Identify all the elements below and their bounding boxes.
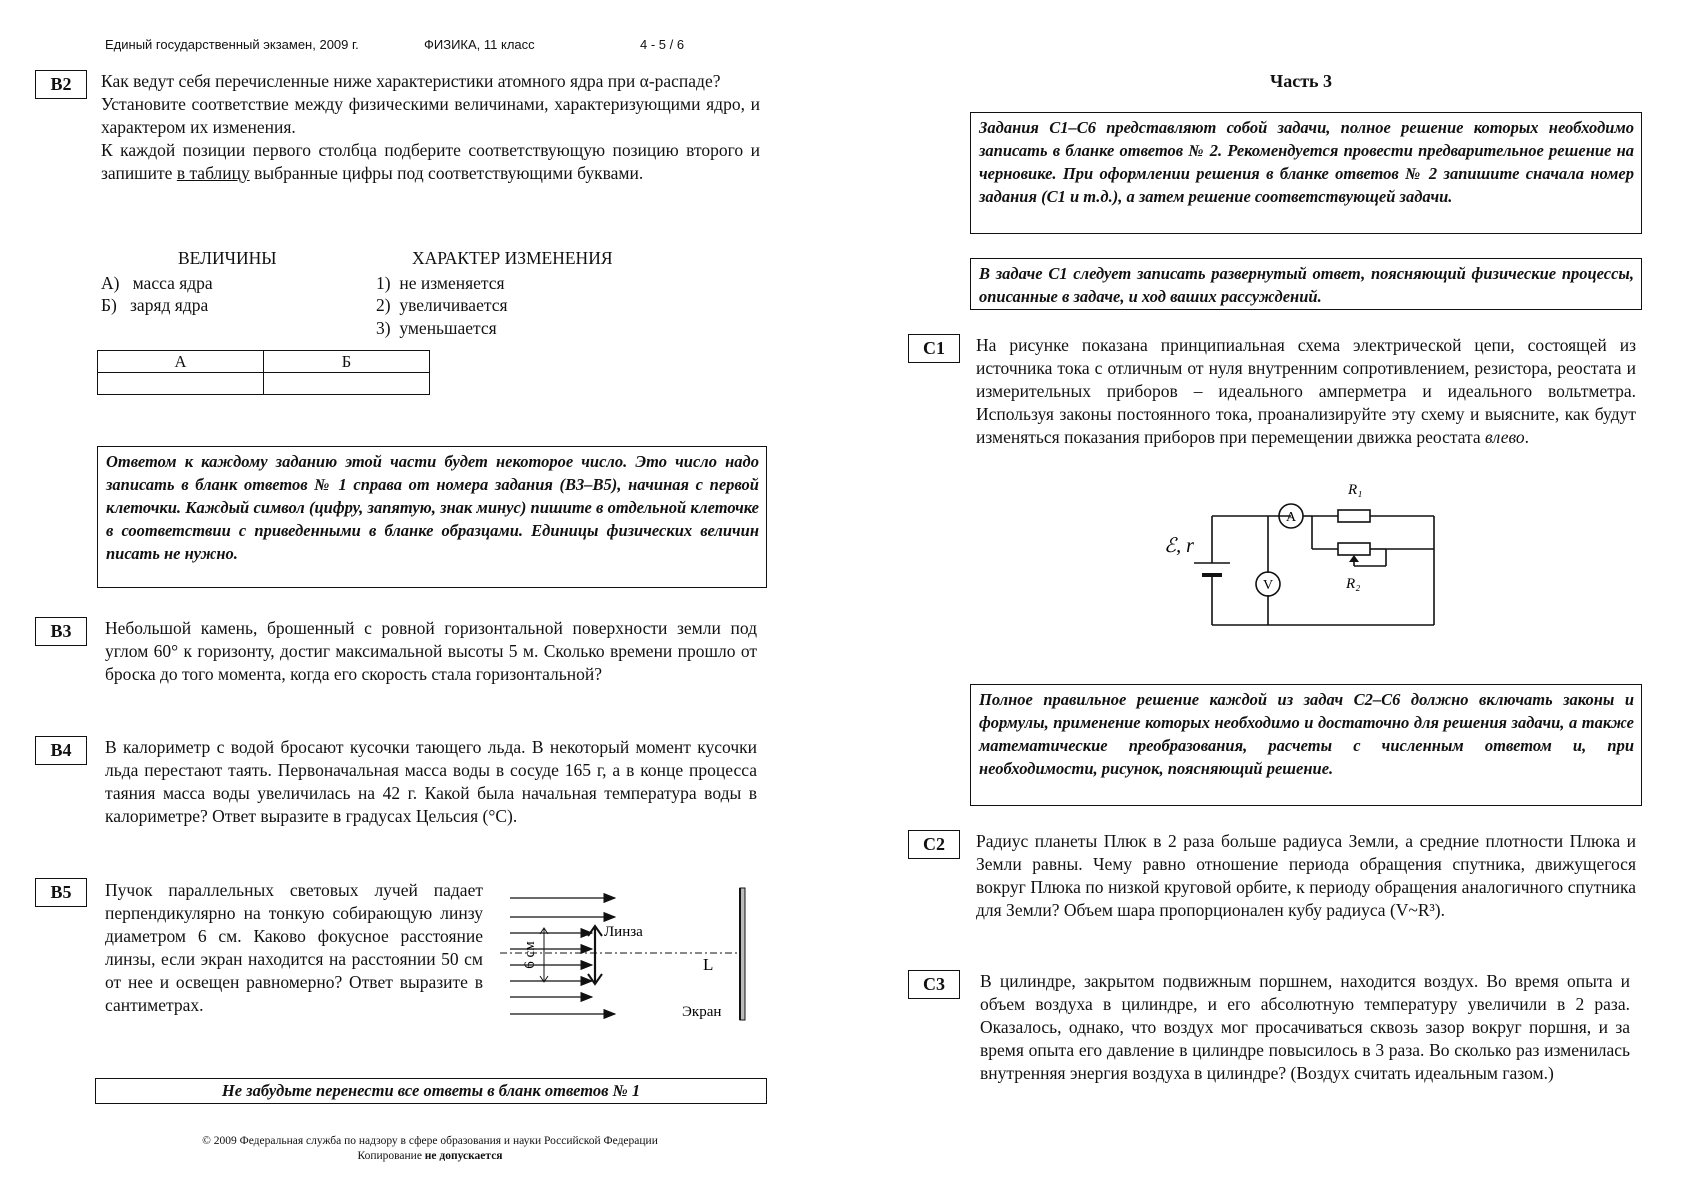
c1-text	[976, 334, 1636, 449]
b2-question: Как ведут себя перечисленные ниже характеристики атомного ядра при α-распаде?	[101, 71, 721, 91]
part-title: Часть 3	[1270, 71, 1333, 91]
r1-label: R₁	[1348, 482, 1363, 498]
b2-change-1	[376, 272, 505, 294]
b4-text: В калориметр с водой бросают кусочки тающего льда. В некоторый момент кусочки льда перестают таять. Первоначальная масса воды в сосуде 165 г, а в конце процесса таяния масса воды увеличилась на 42 г. Какой была начальная температура воды в калориметре? Ответ выразите в градусах Цельсия (°С).	[105, 737, 757, 826]
task-label-c2: C2	[908, 830, 960, 859]
b2-quantity-a	[101, 272, 213, 294]
footer	[130, 1134, 730, 1164]
page-number: 4 - 5 / 6	[640, 37, 685, 52]
circuit-diagram	[1160, 478, 1450, 638]
screen-label: Экран	[682, 1004, 722, 1020]
r2-label: R₂	[1346, 576, 1361, 592]
slider-arrow	[1349, 555, 1359, 562]
answer-header-a: А	[98, 351, 264, 373]
b2-quantity-b	[101, 294, 208, 316]
task-label-b3: B3	[35, 617, 87, 646]
copy-notice-pre: Копирование	[357, 1150, 425, 1162]
answer-header-b: Б	[264, 351, 430, 373]
task-label-b2: B2	[35, 70, 87, 99]
b3-text: Небольшой камень, брошенный с ровной горизонтальной поверхности земли под углом 60° к горизонту, достиг максимальной высоты 5 м. Сколько времени прошло от броска до того момента, когда его скорость стала горизонтальной?	[105, 618, 757, 684]
quantity-letter: А)	[101, 273, 120, 293]
exam-title: Единый государственный экзамен, 2009 г.	[105, 37, 359, 52]
b2-text	[101, 70, 760, 185]
copy-notice-bold: не допускается	[424, 1150, 503, 1162]
copy-notice	[130, 1149, 730, 1164]
task-label-c1: C1	[908, 334, 960, 363]
instruction-box-part3: Задания С1–С6 представляют собой задачи, полное решение которых необходимо записать в бланке ответов № 2. Рекомендуется провести предварительное решение на черновике. При оформлении решения в бланке ответов № 2 запишите сначала номер задания (С1 и т.д.), а затем решение соответствующей задачи.	[970, 112, 1642, 234]
change-text: уменьшается	[399, 318, 497, 338]
quantity-text: заряд ядра	[130, 295, 209, 315]
ammeter-label: A	[1285, 510, 1297, 525]
b2-p3-after: выбранные цифры под соответствующими буквами.	[249, 163, 644, 183]
emf-label: ℰ, r	[1164, 535, 1194, 557]
change-num: 1)	[376, 273, 391, 293]
b2-table-instruction	[101, 139, 760, 185]
b2-change-2	[376, 294, 508, 316]
b2-instruction: Установите соответствие между физическими величинами, характеризующими ядро, и характером их изменения.	[101, 94, 760, 137]
instruction-box-part2: Ответом к каждому заданию этой части будет некоторое число. Это число надо записать в бланк ответов № 1 справа от номера задания (В3–В5), начиная с первой клеточки. Каждый символ (цифру, запятую, знак минус) пишите в отдельной клеточке в соответствии с приведенными в бланке образцами. Единицы физических величин писать не нужно.	[97, 446, 767, 588]
resistor-r1	[1338, 510, 1370, 522]
voltmeter-label: V	[1262, 578, 1274, 593]
b2-answer-table	[97, 350, 430, 395]
change-num: 2)	[376, 295, 391, 315]
b5-text: Пучок параллельных световых лучей падает перпендикулярно на тонкую собирающую линзу диаметром 6 см. Каково фокусное расстояние линзы, если экран находится на расстоянии 50 см от нее и освещен равномерно? Ответ выразите в сантиметрах.	[105, 880, 483, 1015]
c1-text-main: На рисунке показана принципиальная схема электрической цепи, состоящей из источника тока с отличным от нуля внутренним сопротивлением, резистора, реостата и измерительных приборов – идеального амперметра и идеального вольтметра. Используя законы постоянного тока, проанализируйте эту схему и выясните, как будут изменяться показания приборов при перемещении движка реостата	[976, 335, 1636, 447]
c1-text-end: .	[1524, 427, 1529, 447]
subject-title: ФИЗИКА, 11 класс	[424, 37, 535, 52]
quantity-text: масса ядра	[132, 273, 213, 293]
reminder-box: Не забудьте перенести все ответы в бланк ответов № 1	[95, 1078, 767, 1104]
change-text: не изменяется	[399, 273, 505, 293]
task-label-c3: C3	[908, 970, 960, 999]
c2-text: Радиус планеты Плюк в 2 раза больше радиуса Земли, а средние плотности Плюка и Земли равны. Чему равно отношение периода обращения спутника, движущегося вокруг Плюка по низкой круговой орбите, к периоду обращения аналогичного спутника для Земли? Объем шара пропорционален кубу радиуса (V~R³).	[976, 831, 1636, 920]
lens-label: Линза	[604, 924, 643, 940]
b2-change-3	[376, 317, 497, 339]
task-label-b5: B5	[35, 878, 87, 907]
instruction-box-c1: В задаче С1 следует записать развернутый ответ, поясняющий физические процессы, описанные в задаче, и ход ваших рассуждений.	[970, 258, 1642, 310]
resistor-r2	[1338, 543, 1370, 555]
copyright-line: © 2009 Федеральная служба по надзору в сфере образования и науки Российской Федерации	[202, 1135, 658, 1147]
lens-figure	[500, 880, 760, 1025]
answer-cell-a[interactable]	[98, 373, 264, 395]
c1-text-italic: влево	[1485, 427, 1525, 447]
answer-cell-b[interactable]	[264, 373, 430, 395]
b2-col1-header: ВЕЛИЧИНЫ	[178, 248, 277, 268]
diameter-label: 6 см	[522, 941, 538, 969]
change-num: 3)	[376, 318, 391, 338]
b2-p3-before: К каждой позиции первого столбца подберите соответствующую позицию второго и запишите	[101, 140, 760, 183]
task-label-b4: B4	[35, 736, 87, 765]
b2-table-link: в таблицу	[176, 163, 250, 183]
b2-col2-header: ХАРАКТЕР ИЗМЕНЕНИЯ	[412, 248, 613, 268]
quantity-letter: Б)	[101, 295, 117, 315]
change-text: увеличивается	[399, 295, 508, 315]
distance-label: L	[703, 955, 714, 974]
c3-text: В цилиндре, закрытом подвижным поршнем, находится воздух. Во время опыта и объем воздуха в цилиндре, и его абсолютную температуру увеличили в 2 раза. Оказалось, однако, что воздух мог просачиваться сквозь зазор вокруг поршня, и за время опыта его давление в цилиндре повысилось в 3 раза. Во сколько раз изменилась внутренняя энергия воздуха в цилиндре? (Воздух считать идеальным газом.)	[980, 971, 1630, 1083]
instruction-box-c2c6: Полное правильное решение каждой из задач С2–С6 должно включать законы и формулы, применение которых необходимо и достаточно для решения задачи, а также математические преобразования, расчеты с численным ответом и, при необходимости, рисунок, поясняющий решение.	[970, 684, 1642, 806]
